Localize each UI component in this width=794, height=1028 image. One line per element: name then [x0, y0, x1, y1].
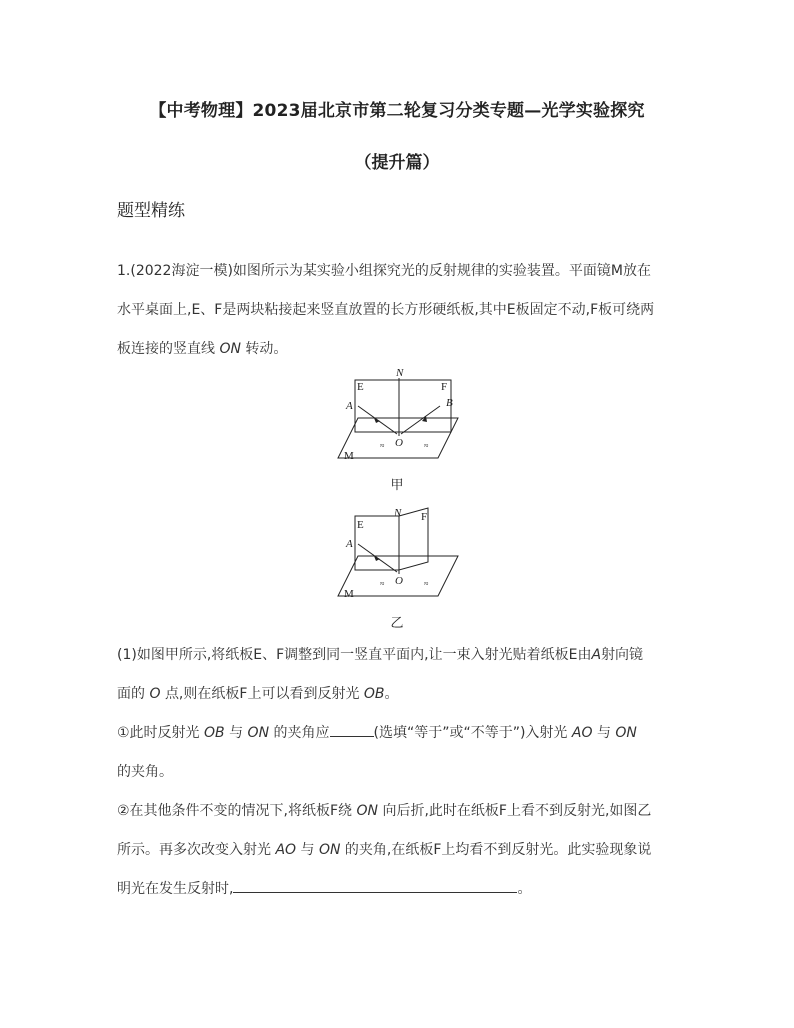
part1-text: 射向镜 — [601, 647, 644, 663]
sub1-line-1 — [117, 714, 687, 753]
question-line-2: 水平桌面上,E、F是两块粘接起来竖直放置的长方形硬纸板,其中E板固定不动,F板可绕两 — [117, 302, 655, 318]
label-O: O — [395, 575, 403, 587]
sub2-text: 明光在发生反射时, — [117, 881, 234, 897]
mirror-mark: ≈ — [380, 441, 385, 450]
sub1-text: 与 — [229, 725, 244, 741]
label-ON-inline: ON — [247, 725, 270, 741]
label-AO-inline: AO — [571, 725, 593, 741]
label-N: N — [396, 367, 404, 379]
figure-jia-diagram — [330, 366, 470, 466]
page-title: 【中考物理】2023届北京市第二轮复习分类专题—光学实验探究 — [149, 101, 645, 121]
label-B: B — [446, 397, 453, 409]
question-line-3 — [117, 330, 687, 369]
part1-line-2 — [117, 675, 687, 714]
section-heading: 题型精练 — [117, 201, 185, 221]
sub2-text: 的夹角,在纸板F上均看不到反射光。此实验现象说 — [344, 842, 652, 858]
answer-blank-1[interactable] — [330, 720, 374, 737]
reflected-ray — [401, 406, 440, 434]
question-text: 转动。 — [245, 341, 288, 357]
arrow-icon — [374, 556, 380, 561]
label-ON-inline: ON — [318, 842, 341, 858]
sub2-text: 向后折,此时在纸板F上看不到反射光,如图乙 — [382, 803, 652, 819]
label-AO-inline: AO — [275, 842, 297, 858]
label-N: N — [394, 507, 402, 519]
label-F: F — [421, 511, 428, 523]
sub1-text: ①此时反射光 — [117, 725, 200, 741]
sub2-text: 与 — [300, 842, 315, 858]
sub2-line-3 — [117, 870, 687, 909]
label-M: M — [344, 450, 354, 462]
sub1-text: 与 — [596, 725, 611, 741]
label-O-inline: O — [149, 686, 161, 702]
label-F: F — [441, 381, 448, 393]
mirror-mark: ≈ — [424, 441, 429, 450]
sub1-line-2: 的夹角。 — [117, 764, 173, 780]
question-intro — [117, 252, 687, 369]
label-E: E — [357, 519, 364, 531]
question-line-1: 1.(2022海淀一模)如图所示为某实验小组探究光的反射规律的实验装置。平面镜M放在 — [117, 263, 651, 279]
sub2-line-1 — [117, 792, 687, 831]
label-A-inline: A — [591, 647, 602, 663]
label-OB-inline: OB — [204, 725, 225, 741]
mirror-mark: ≈ — [380, 579, 385, 588]
part1-line-1 — [117, 636, 687, 675]
sub2-text: 所示。再多次改变入射光 — [117, 842, 271, 858]
label-A: A — [346, 538, 353, 550]
figure-yi-caption: 乙 — [390, 616, 404, 631]
part1-text: 。 — [384, 686, 399, 702]
label-A: A — [346, 400, 353, 412]
part-1 — [117, 636, 687, 909]
arrow-icon — [374, 418, 380, 423]
figure-yi-diagram — [330, 504, 470, 604]
sub2-text: ②在其他条件不变的情况下,将纸板F绕 — [117, 803, 353, 819]
page-subtitle: （提升篇） — [354, 153, 440, 173]
question-text: 板连接的竖直线 — [117, 341, 215, 357]
mirror-mark: ≈ — [424, 579, 429, 588]
board-ef — [355, 380, 451, 432]
label-O: O — [395, 437, 403, 449]
label-ON-inline: ON — [615, 725, 637, 741]
sub1-text: (选填“等于”或“不等于”)入射光 — [373, 725, 568, 741]
figure-jia-caption: 甲 — [390, 478, 404, 493]
line-ON: ON — [219, 341, 241, 357]
label-OB-inline: OB — [363, 686, 385, 702]
part1-text: 点,则在纸板F上可以看到反射光 — [164, 686, 360, 702]
part1-text: 面的 — [117, 686, 145, 702]
answer-blank-2[interactable] — [233, 876, 517, 893]
label-E: E — [357, 381, 364, 393]
label-ON-inline: ON — [356, 803, 379, 819]
part1-text: (1)如图甲所示,将纸板E、F调整到同一竖直平面内,让一束入射光贴着纸板E由 — [117, 647, 592, 663]
label-M: M — [344, 588, 354, 600]
sub2-line-2 — [117, 831, 687, 870]
sub1-text: 的夹角应 — [273, 725, 330, 741]
sub2-text: 。 — [517, 881, 532, 897]
